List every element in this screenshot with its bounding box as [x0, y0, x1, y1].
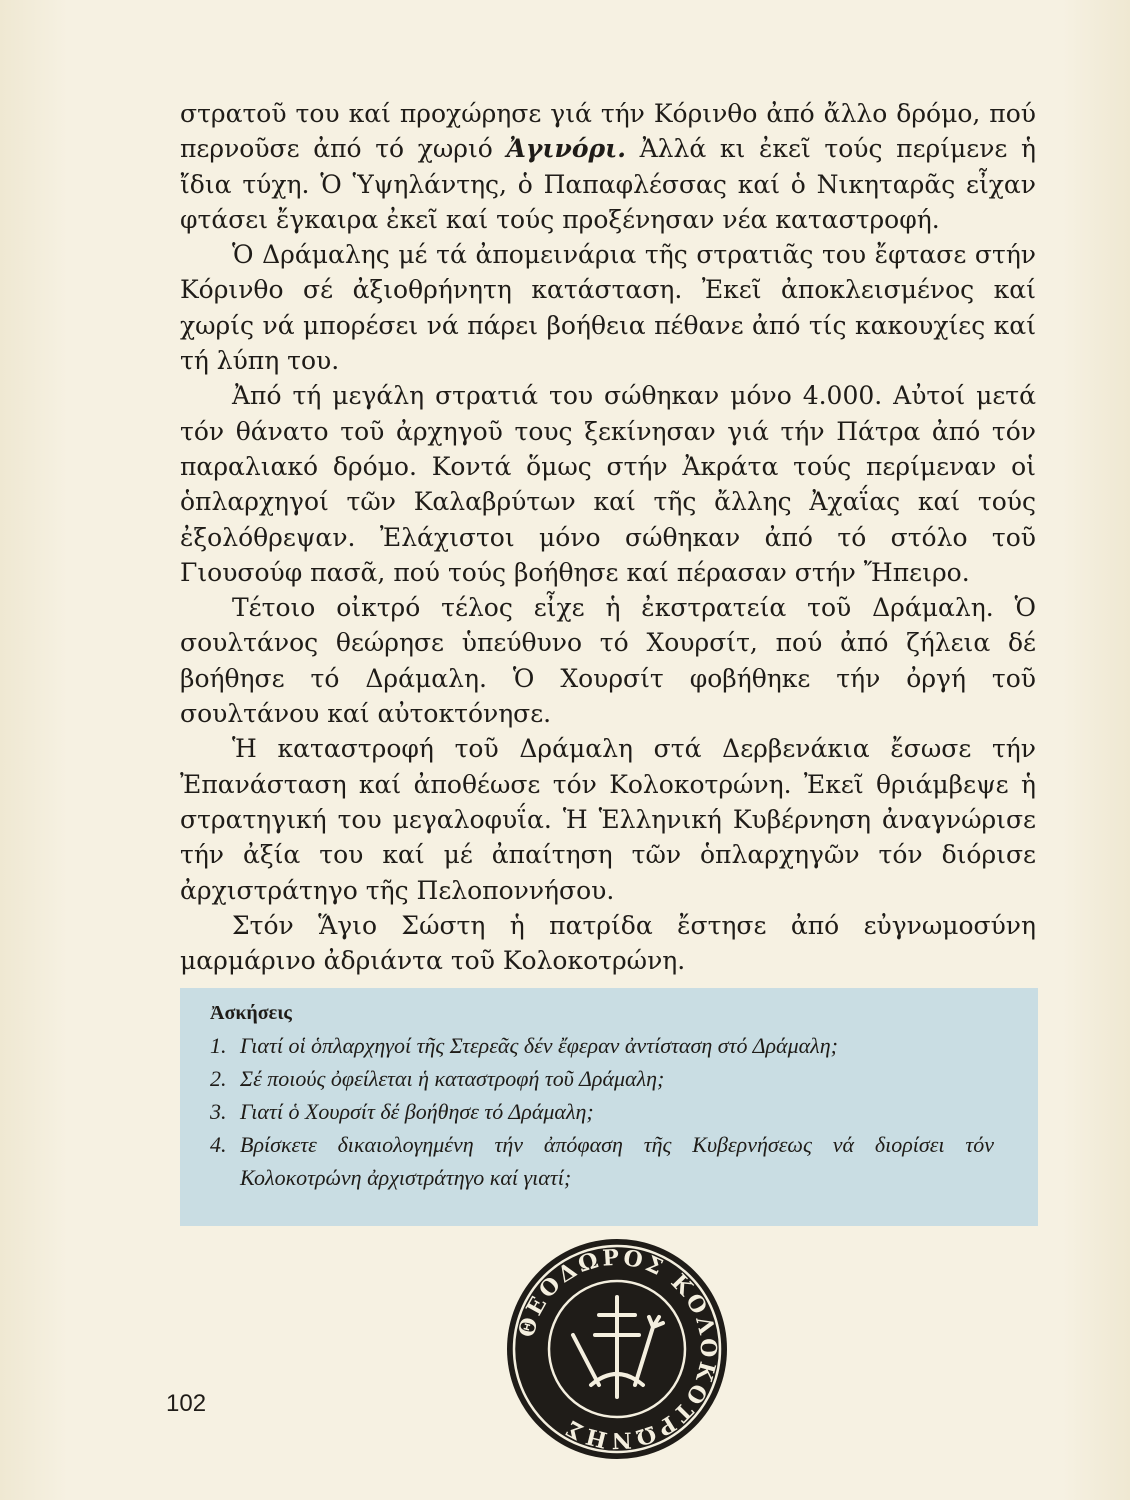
exercises-title: Ἀσκήσεις [210, 1002, 292, 1024]
exercise-text: Γιατί ὁ Χουρσίτ δέ βοήθησε τό Δράμαλη; [240, 1099, 594, 1124]
exercise-text: Σέ ποιούς ὀφείλεται ἡ καταστροφή τοῦ Δράμαλη; [240, 1066, 665, 1091]
exercise-number: 2. [210, 1066, 227, 1091]
paragraph-4: Τέτοιο οἰκτρό τέλος εἶχε ἡ ἐκστρατεία τοῦ Δράμαλη. Ὁ σουλτάνος θεώρησε ὑπεύθυνο τό Χουρσίτ, πού ἀπό ζήλεια δέ βοήθησε τό Δράμαλη. Ὁ Χουρσίτ φοβήθηκε τήν ὀργή τοῦ σουλτάνου καί αὐτοκτόνησε. [180, 593, 1036, 729]
paragraph-5: Ἡ καταστροφή τοῦ Δράμαλη στά Δερβενάκια ἔσωσε τήν Ἐπανάσταση καί ἀποθέωσε τόν Κολοκοτρώνη. Ἐκεῖ θριάμβεψε ἡ στρατηγική του μεγαλοφυΐα. Ἡ Ἑλληνική Κυβέρνηση ἀναγνώρισε τήν ἀξία του καί μέ ἀπαίτηση τῶν ὁπλαρχηγῶν τόν διόρισε ἀρχιστράτηγο τῆς Πελοποννήσου. [180, 734, 1036, 905]
exercise-number: 4. [210, 1132, 227, 1157]
exercise-text: Γιατί οἱ ὁπλαρχηγοί τῆς Στερεᾶς δέν ἔφεραν ἀντίσταση στό Δράμαλη; [240, 1033, 838, 1058]
exercise-item [210, 1062, 994, 1095]
paragraph-1 [180, 96, 1036, 237]
exercise-item [210, 1128, 994, 1194]
exercises-box [180, 988, 1038, 1226]
paragraph-1-rest: Ἀλλά κι ἐκεῖ τούς περίμενε ἡ ἴδια τύχη. Ὁ Ὑψηλάντης, ὁ Παπαφλέσσας καί ὁ Νικηταρᾶς εἶχαν φτάσει ἔγκαιρα ἐκεῖ καί τούς προξένησαν νέα καταστροφή. [180, 134, 1036, 234]
exercise-text: Βρίσκετε δικαιολογημένη τήν ἀπόφαση τῆς Κυβερνήσεως νά διορίσει τόν Κολοκοτρώνη ἀρχιστράτηγο καί γιατί; [240, 1132, 994, 1190]
paragraph-3: Ἀπό τή μεγάλη στρατιά του σώθηκαν μόνο 4.000. Αὐτοί μετά τόν θάνατο τοῦ ἀρχηγοῦ τους ξεκίνησαν γιά τήν Πάτρα ἀπό τόν παραλιακό δρόμο. Κοντά ὅμως στήν Ἀκράτα τούς περίμεναν οἱ ὁπλαρχηγοί τῶν Καλαβρύτων καί τῆς ἄλλης Ἀχαΐας καί τούς ἐξολόθρεψαν. Ἐλάχιστοι μόνο σώθηκαν ἀπό τό στόλο τοῦ Γιουσούφ πασᾶ, πού τούς βοήθησε καί πέρασαν στήν Ἤπειρο. [180, 381, 1036, 587]
exercise-item [210, 1095, 994, 1128]
exercise-item [210, 1029, 994, 1062]
paragraph-6: Στόν Ἅγιο Σώστη ἡ πατρίδα ἔστησε ἀπό εὐγνωμοσύνη μαρμάρινο ἀδριάντα τοῦ Κολοκοτρώνη. [180, 910, 1036, 976]
paragraph-2: Ὁ Δράμαλης μέ τά ἀπομεινάρια τῆς στρατιᾶς του ἔφτασε στήν Κόρινθο σέ ἀξιοθρήνητη κατάσταση. Ἐκεῖ ἀποκλεισμένος καί χωρίς νά μπορέσει νά πάρει βοήθεια πέθανε ἀπό τίς κακουχίες καί τή λύπη του. [180, 240, 1036, 376]
body-text [180, 96, 1036, 978]
exercise-number: 3. [210, 1099, 227, 1124]
page-number: 102 [166, 1390, 207, 1417]
seal-inscription-path: ΘΕΟΔΩΡΟΣ ΚΟΛΟΚΟΤΡΩΝΗΣ [513, 1244, 722, 1454]
village-name: Ἀγινόρι. [506, 134, 626, 164]
kolokotronis-seal-icon [503, 1235, 731, 1463]
exercise-number: 1. [210, 1033, 227, 1058]
paragraph-1-text: στρατοῦ του καί προχώρησε γιά τήν Κόρινθο ἀπό ἄλλο δρόμο, πού περνοῦσε ἀπό τό χωριό [180, 99, 1036, 164]
